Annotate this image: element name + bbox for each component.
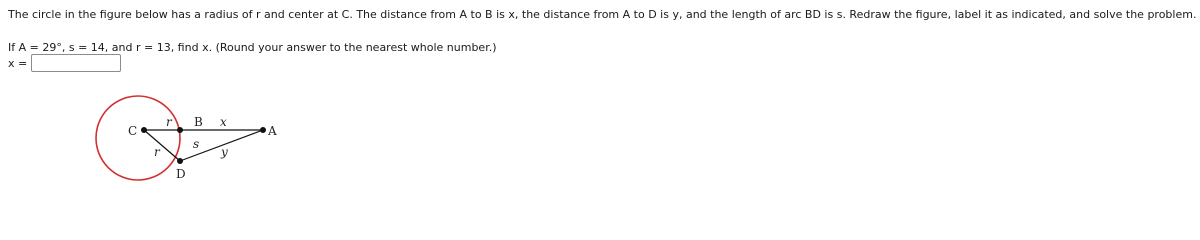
point-c xyxy=(141,127,147,133)
label-y: y xyxy=(221,145,228,159)
circle xyxy=(96,96,180,180)
line-c-to-d xyxy=(144,130,180,161)
answer-input[interactable] xyxy=(31,54,121,72)
figure-svg xyxy=(88,90,288,190)
point-a xyxy=(260,127,266,133)
label-r-top: r xyxy=(166,115,172,129)
point-b xyxy=(177,127,183,133)
given-values: If A = 29°, s = 14, and r = 13, find x. (Round your answer to the nearest whole number.) xyxy=(8,41,497,54)
answer-row xyxy=(8,54,121,72)
label-x: x xyxy=(220,115,227,129)
label-d: D xyxy=(176,167,186,181)
label-r-bottom: r xyxy=(154,145,160,159)
point-d xyxy=(177,158,183,164)
label-c: C xyxy=(128,124,138,138)
label-b: B xyxy=(194,115,203,129)
problem-statement: The circle in the figure below has a radius of r and center at C. The distance from A to B is x, the distance from A to D is y, and the length of arc BD is s. Redraw the figure, label it as indicated, and solve the problem. xyxy=(8,8,1197,21)
geometry-figure xyxy=(88,90,288,193)
label-a: A xyxy=(268,124,277,138)
answer-label: x = xyxy=(8,56,28,70)
label-s: s xyxy=(193,137,200,151)
